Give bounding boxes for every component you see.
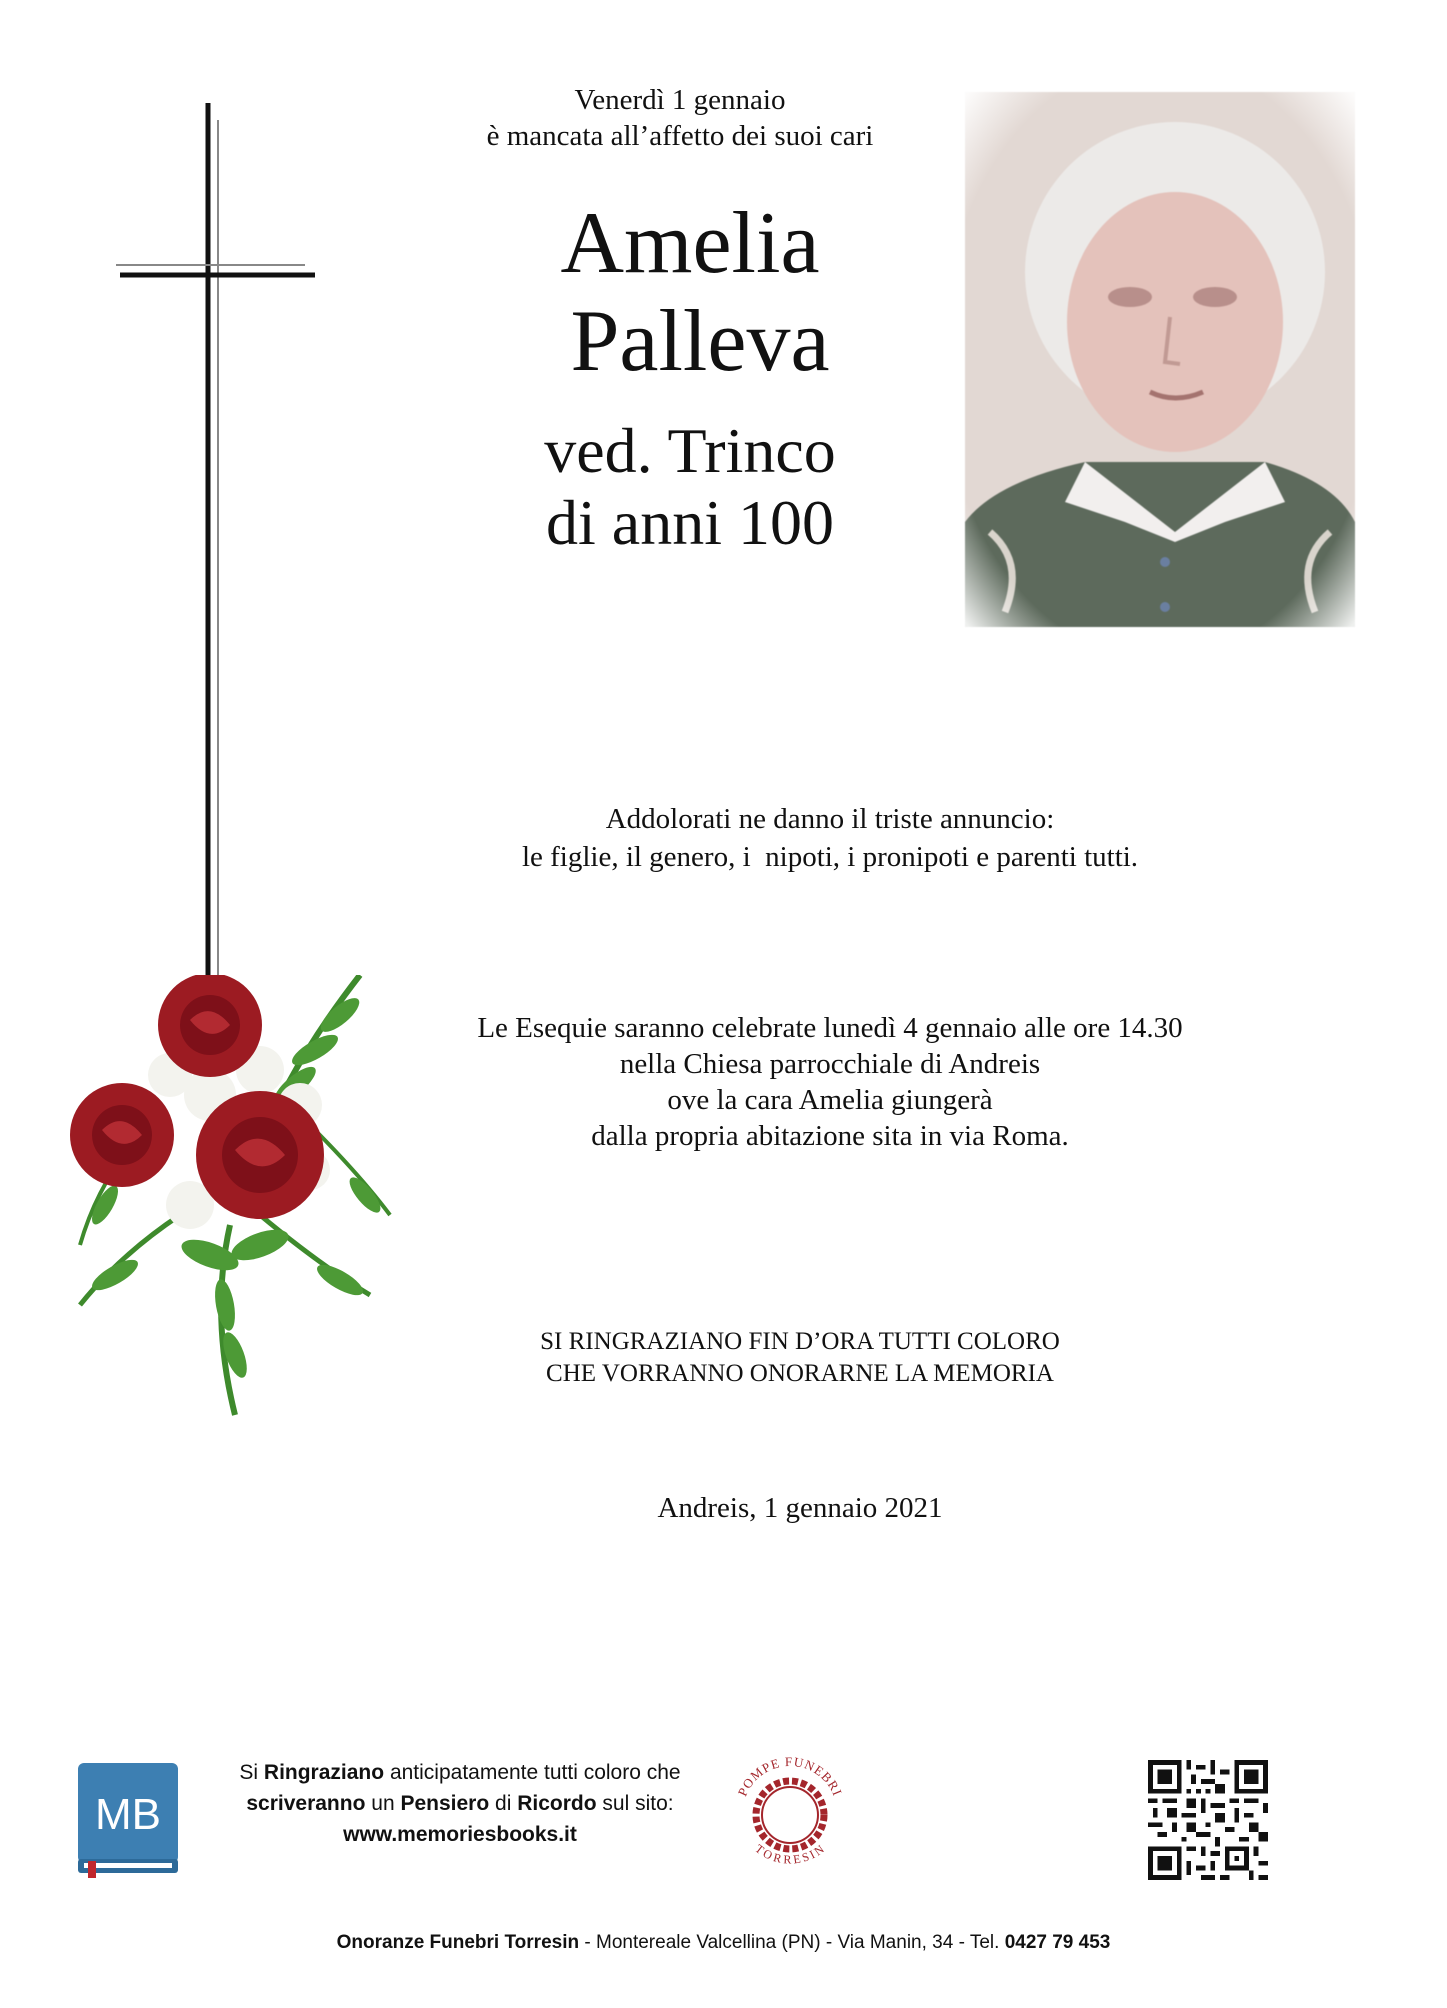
thanks-line2: CHE VORRANNO ONORARNE LA MEMORIA — [546, 1360, 1054, 1387]
memories-website-link[interactable]: www.memoriesbooks.it — [343, 1823, 577, 1846]
qr-code[interactable] — [1148, 1760, 1268, 1880]
memoriesbooks-logo — [78, 1763, 178, 1878]
deceased-name — [480, 195, 900, 391]
footer-address: - Montereale Valcellina (PN) - Via Manin, 34 - Tel. — [579, 1932, 1005, 1953]
family-notice-line2: le figlie, il genero, i nipoti, i pronipoti e parenti tutti. — [521, 841, 1139, 873]
announcement-date: Venerdì 1 gennaio — [574, 84, 786, 116]
age: di anni 100 — [546, 487, 834, 558]
pompe-funebri-logo — [725, 1735, 855, 1880]
svg-text:TORRESIN — [752, 1841, 827, 1866]
last-name: Palleva — [570, 293, 830, 390]
widow-of: ved. Trinco — [544, 415, 836, 486]
roses-bouquet-icon — [60, 975, 420, 1425]
memories-ringraziano: Ringraziano — [263, 1761, 385, 1784]
funeral-line4: dalla propria abitazione sita in via Roma. — [591, 1120, 1069, 1152]
footer-phone[interactable]: 0427 79 453 — [1004, 1932, 1111, 1953]
mb-logo-text: MB — [95, 1790, 161, 1839]
memories-rest1: anticipatamente tutti coloro che — [389, 1761, 681, 1784]
memories-message — [200, 1757, 720, 1850]
funeral-line1: Le Esequie saranno celebrate lunedì 4 gennaio alle ore 14.30 — [477, 1012, 1183, 1044]
funeral-line2: nella Chiesa parrocchiale di Andreis — [619, 1048, 1041, 1080]
first-name: Amelia — [560, 195, 820, 292]
cross-icon — [110, 95, 330, 1015]
place-date: Andreis, 1 gennaio 2021 — [657, 1492, 943, 1524]
memories-pensiero: Pensiero — [400, 1792, 490, 1815]
svg-text:POMPE FUNEBRI — [735, 1754, 846, 1798]
memories-sul-sito: sul sito: — [602, 1792, 674, 1815]
memories-si: Si — [239, 1761, 259, 1784]
footer-contact — [0, 1932, 1447, 1954]
thanks-notice — [420, 1326, 1180, 1390]
pompe-funebri-bottom-text: TORRESIN — [752, 1841, 828, 1867]
thanks-line1: SI RINGRAZIANO FIN D’ORA TUTTI COLORO — [540, 1328, 1060, 1355]
funeral-info — [400, 1010, 1260, 1154]
pompe-funebri-top-text: POMPE FUNEBRI — [734, 1753, 846, 1799]
deceased-details — [480, 415, 900, 559]
memories-ricordo: Ricordo — [517, 1792, 597, 1815]
family-notice — [430, 800, 1230, 876]
family-notice-line1: Addolorati ne danno il triste annuncio: — [605, 803, 1055, 835]
announcement-text: è mancata all’affetto dei suoi cari — [486, 120, 874, 152]
funeral-line3: ove la cara Amelia giungerà — [667, 1084, 993, 1116]
footer-company: Onoranze Funebri Torresin — [336, 1932, 580, 1953]
announcement — [380, 82, 980, 154]
memories-scriveranno: scriveranno — [246, 1792, 366, 1815]
portrait-photo — [965, 92, 1355, 627]
memories-di: di — [495, 1792, 512, 1815]
memories-un: un — [371, 1792, 395, 1815]
